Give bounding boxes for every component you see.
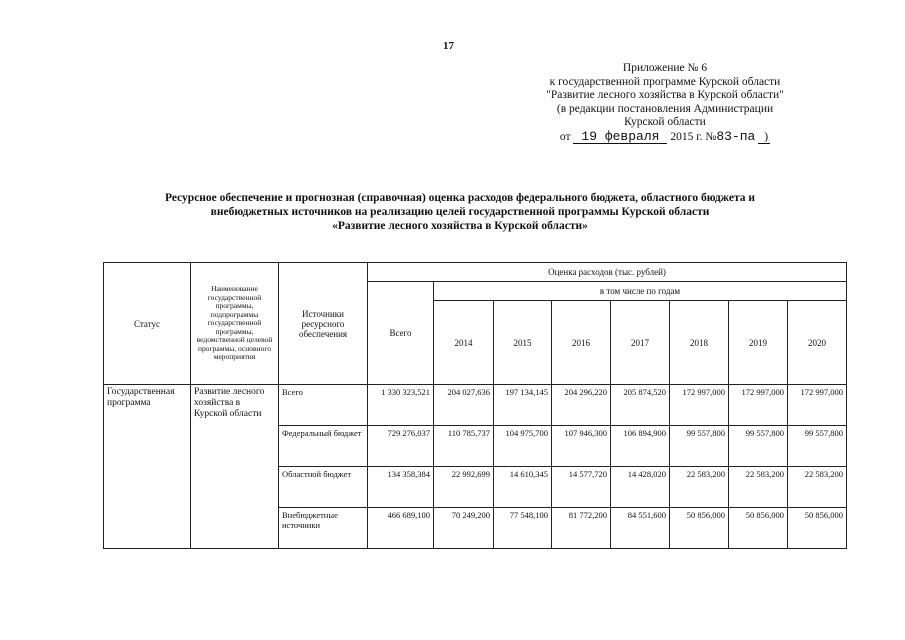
header-name: Наименование государственной программы, подпрограммы государственной программы, ведомственной целевой программы, основного мероприятия [191, 263, 279, 385]
decree-year: 2015 г. № [670, 130, 717, 143]
value-cell: 50 856,000 [788, 508, 847, 549]
value-cell: 99 557,800 [788, 426, 847, 467]
row-program-name: Развитие лесного хозяйства в Курской области [191, 385, 279, 549]
value-cell: 172 997,000 [788, 385, 847, 426]
appendix-authority: Курской области [624, 116, 706, 128]
value-cell: 106 894,900 [611, 426, 670, 467]
header-by-years: в том числе по годам [434, 282, 847, 301]
from-label: от [559, 130, 571, 143]
header-year: 2016 [552, 301, 611, 385]
table-row [104, 385, 847, 426]
title-line-2: внебюджетных источников на реализацию целей государственной программы Курской области [210, 206, 710, 218]
appendix-number: Приложение № 6 [622, 62, 708, 74]
value-cell: 77 548,100 [494, 508, 552, 549]
header-year: 2017 [611, 301, 670, 385]
decree-close: ) [758, 131, 770, 144]
decree-date: 19 февраля [573, 131, 667, 144]
header-status: Статус [104, 263, 191, 385]
value-cell: 14 610,345 [494, 467, 552, 508]
total-cell: 134 358,384 [368, 467, 434, 508]
value-cell: 197 134,145 [494, 385, 552, 426]
title-line-3: «Развитие лесного хозяйства в Курской области» [332, 220, 588, 232]
page-number: 17 [443, 40, 454, 52]
header-year: 2020 [788, 301, 847, 385]
source-cell: Федеральный бюджет [279, 426, 368, 467]
row-status: Государственная программа [104, 385, 191, 549]
value-cell: 70 249,200 [434, 508, 494, 549]
header-estimate: Оценка расходов (тыс. рублей) [368, 263, 847, 282]
total-cell: 729 276,037 [368, 426, 434, 467]
value-cell: 205 874,520 [611, 385, 670, 426]
value-cell: 22 583,200 [729, 467, 788, 508]
value-cell: 22 583,200 [670, 467, 729, 508]
value-cell: 14 577,720 [552, 467, 611, 508]
value-cell: 204 296,220 [552, 385, 611, 426]
value-cell: 22 583,200 [788, 467, 847, 508]
total-cell: 466 689,100 [368, 508, 434, 549]
value-cell: 110 785,737 [434, 426, 494, 467]
value-cell: 50 856,000 [670, 508, 729, 549]
document-title [110, 191, 810, 233]
header-year: 2019 [729, 301, 788, 385]
value-cell: 172 997,000 [670, 385, 729, 426]
value-cell: 81 772,200 [552, 508, 611, 549]
value-cell: 99 557,800 [670, 426, 729, 467]
header-year: 2015 [494, 301, 552, 385]
appendix-program-ref: к государственной программе Курской области [549, 75, 781, 88]
header-sources: Источники ресурсного обеспечения [279, 263, 368, 385]
value-cell: 204 027,636 [434, 385, 494, 426]
value-cell: 22 992,699 [434, 467, 494, 508]
source-cell: Областной бюджет [279, 467, 368, 508]
decree-number: 83-па [716, 128, 756, 144]
value-cell: 84 551,600 [611, 508, 670, 549]
total-cell: 1 330 323,521 [368, 385, 434, 426]
value-cell: 14 428,020 [611, 467, 670, 508]
resource-table [103, 262, 847, 549]
value-cell: 99 557,800 [729, 426, 788, 467]
appendix-program-name: "Развитие лесного хозяйства в Курской области" [546, 89, 784, 101]
value-cell: 172 997,000 [729, 385, 788, 426]
header-total: Всего [368, 282, 434, 385]
appendix-block [520, 62, 810, 144]
source-cell: Внебюджетные источники [279, 508, 368, 549]
title-line-1: Ресурсное обеспечение и прогнозная (справочная) оценка расходов федерального бюджета, областного бюджета и [164, 192, 756, 204]
value-cell: 50 856,000 [729, 508, 788, 549]
source-cell: Всего [279, 385, 368, 426]
value-cell: 104 975,700 [494, 426, 552, 467]
value-cell: 107 946,300 [552, 426, 611, 467]
appendix-date-line [520, 130, 810, 145]
header-year: 2018 [670, 301, 729, 385]
header-year: 2014 [434, 301, 494, 385]
appendix-edition: (в редакции постановления Администрации [556, 102, 774, 115]
